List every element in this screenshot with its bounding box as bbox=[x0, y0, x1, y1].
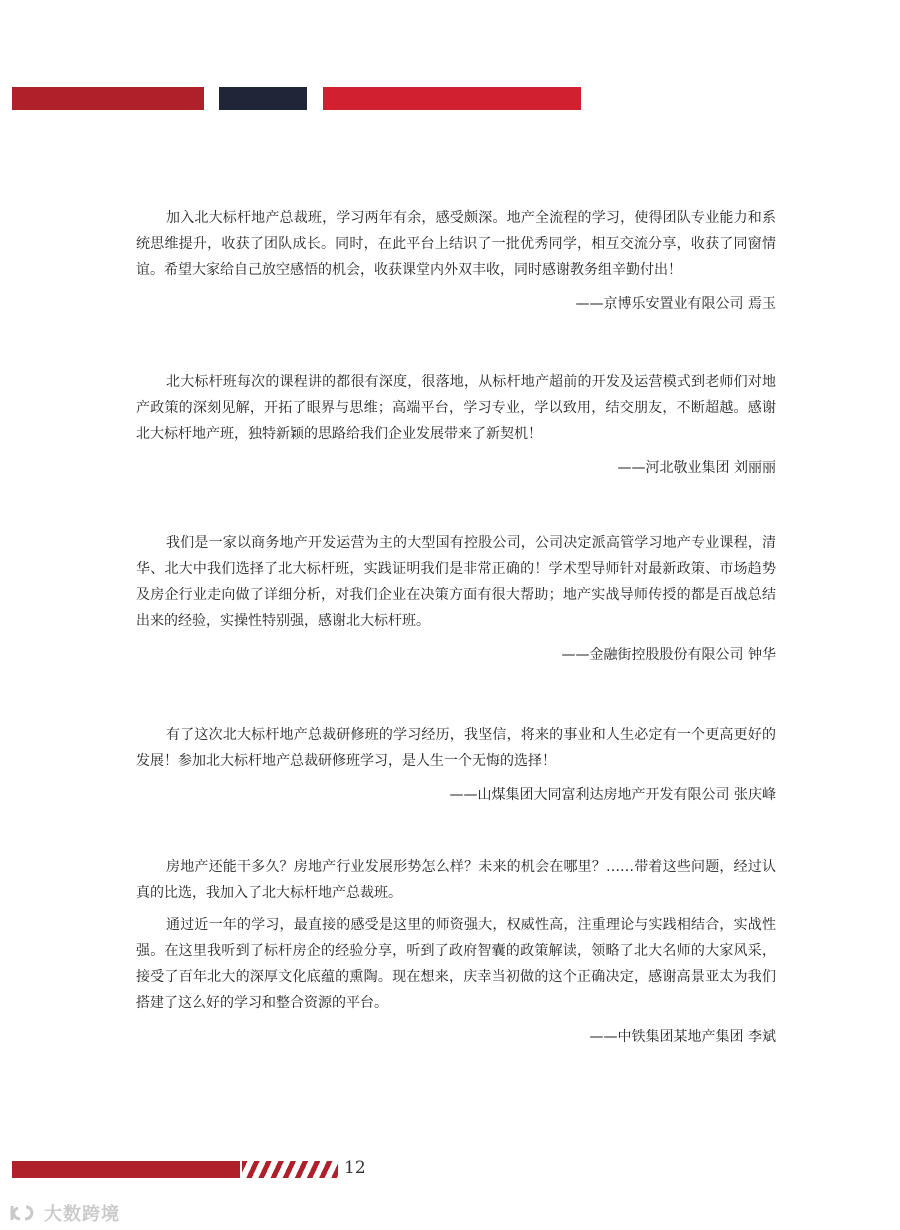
testimonial-5-paragraph-1: 房地产还能干多久？房地产行业发展形势怎么样？未来的机会在哪里？……带着这些问题，经过认真的比选，我加入了北大标杆地产总裁班。 bbox=[136, 859, 776, 901]
watermark bbox=[8, 1200, 120, 1226]
watermark-logo-icon bbox=[8, 1202, 38, 1224]
testimonial-2-paragraph: 北大标杆班每次的课程讲的都很有深度，很落地，从标杆地产超前的开发及运营模式到老师们对地产政策的深刻见解，开拓了眼界与思维；高端平台，学习专业，学以致用，结交朋友，不断超越。感谢北大标杆地产班，独特新颖的思路给我们企业发展带来了新契机！ bbox=[136, 374, 776, 442]
testimonial-5-paragraph-2: 通过近一年的学习，最直接的感受是这里的师资强大，权威性高，注重理论与实践相结合，实战性强。在这里我听到了标杆房企的经验分享，听到了政府智囊的政策解读，领略了北大名师的大家风采，接受了百年北大的深厚文化底蕴的熏陶。现在想来，庆幸当初做的这个正确决定，感谢高景亚太为我们搭建了这么好的学习和整合资源的平台。 bbox=[136, 917, 776, 1011]
testimonial-3-signature: ——金融街控股股份有限公司 钟华 bbox=[561, 647, 776, 663]
testimonial-2 bbox=[136, 369, 776, 481]
page-number: 12 bbox=[344, 1158, 366, 1178]
header-bar-navy bbox=[219, 87, 307, 110]
testimonial-1 bbox=[136, 205, 776, 317]
footer-bar bbox=[12, 1161, 240, 1178]
header-bar-red bbox=[323, 87, 581, 110]
watermark-text: 大数跨境 bbox=[44, 1204, 120, 1225]
testimonial-4-signature: ——山煤集团大同富利达房地产开发有限公司 张庆峰 bbox=[449, 787, 776, 803]
testimonial-1-paragraph: 加入北大标杆地产总裁班，学习两年有余，感受颇深。地产全流程的学习，使得团队专业能力和系统思维提升，收获了团队成长。同时，在此平台上结识了一批优秀同学，相互交流分享，收获了同窗情谊。希望大家给自己放空感悟的机会，收获课堂内外双丰收，同时感谢教务组辛勤付出！ bbox=[136, 210, 776, 278]
testimonial-2-signature: ——河北敬业集团 刘丽丽 bbox=[617, 460, 776, 476]
testimonial-5-signature: ——中铁集团某地产集团 李斌 bbox=[589, 1029, 776, 1045]
testimonial-3 bbox=[136, 530, 776, 668]
testimonial-5 bbox=[136, 854, 776, 1050]
footer-stripes bbox=[242, 1161, 338, 1178]
header-bar-dark-red bbox=[12, 87, 204, 110]
testimonial-3-paragraph: 我们是一家以商务地产开发运营为主的大型国有控股公司，公司决定派高管学习地产专业课程，清华、北大中我们选择了北大标杆班，实践证明我们是非常正确的！学术型导师针对最新政策、市场趋势及房企行业走向做了详细分析，对我们企业在决策方面有很大帮助；地产实战导师传授的都是百战总结出来的经验，实操性特别强，感谢北大标杆班。 bbox=[136, 535, 776, 629]
testimonial-1-signature: ——京博乐安置业有限公司 焉玉 bbox=[575, 296, 776, 312]
testimonial-4 bbox=[136, 722, 776, 808]
testimonial-4-paragraph: 有了这次北大标杆地产总裁研修班的学习经历，我坚信，将来的事业和人生必定有一个更高更好的发展！参加北大标杆地产总裁研修班学习，是人生一个无悔的选择！ bbox=[136, 727, 776, 769]
